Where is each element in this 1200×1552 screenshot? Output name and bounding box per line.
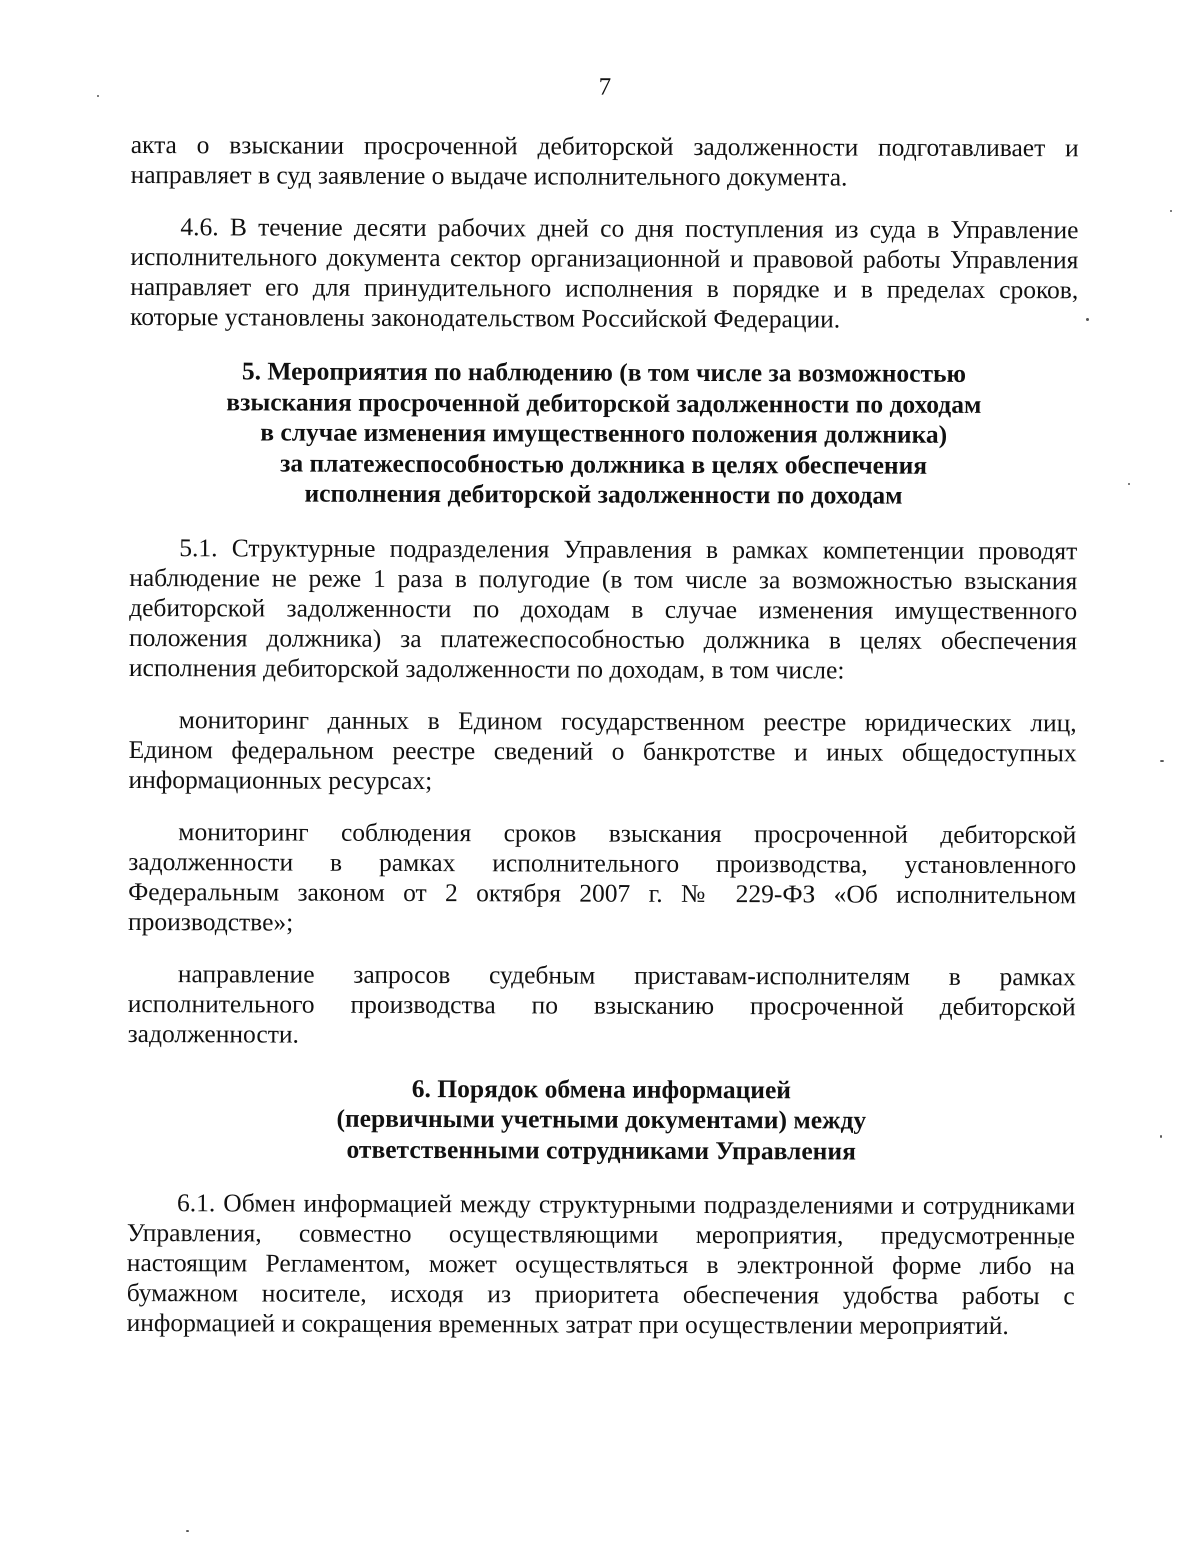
section-6-heading-line: 6. Порядок обмена информацией xyxy=(411,1073,792,1104)
section-6-heading xyxy=(127,1072,1075,1167)
scan-speck xyxy=(1160,760,1164,762)
paragraph-4-6: 4.6. В течение десяти рабочих дней со дня поступления из суда в Управление исполнительного документа сектор организационной и правовой работы Управления направляет его для принудительного исполнения в порядке и в пределах сроков, которые установлены законодательством Российской Федерации. xyxy=(130,212,1079,334)
scan-speck xyxy=(186,1530,189,1532)
section-5-heading-line: 5. Мероприятия по наблюдению (в том числе за возможностью xyxy=(241,356,967,388)
section-5-heading xyxy=(129,356,1078,512)
paragraph-5-1: 5.1. Структурные подразделения Управления в рамках компетенции проводят наблюдение не реже 1 раза в полугодие (в том числе за возможностью взыскания дебиторской задолженности по доходам в случае изменения имущественного положения должника) за платежеспособностью должника в целях обеспечения исполнения дебиторской задолженности по доходам, в том числе: xyxy=(128,532,1078,684)
paragraph-monitoring-registers: мониторинг данных в Едином государственном реестре юридических лиц, Едином федеральном реестре сведений о банкротстве и иных общедоступных информационных ресурсах; xyxy=(128,704,1077,795)
scan-speck xyxy=(1170,210,1172,212)
section-6-heading-line: (первичными учетными документами) между xyxy=(336,1103,867,1135)
section-6-heading-line: ответственными сотрудниками Управления xyxy=(346,1134,856,1166)
document-content xyxy=(127,70,1079,1341)
paragraph-requests: направление запросов судебным приставам-исполнителям в рамках исполнительного производства по взысканию просроченной дебиторской задолженности. xyxy=(127,958,1076,1049)
scan-speck xyxy=(1160,1135,1162,1138)
page-number: 7 xyxy=(598,73,612,101)
section-5-heading-line: исполнения дебиторской задолженности по доходам xyxy=(304,478,903,510)
section-5-heading-line: в случае изменения имущественного положения должника) xyxy=(260,417,948,449)
paragraph-intro: акта о взыскании просроченной дебиторской задолженности подготавливает и направляет в суд заявление о выдаче исполнительного документа. xyxy=(130,129,1079,192)
section-5-heading-line: взыскания просроченной дебиторской задолженности по доходам xyxy=(226,386,982,419)
section-5-heading-line: за платежеспособностью должника в целях обеспечения xyxy=(280,448,928,480)
scan-speck xyxy=(97,95,99,97)
scan-speck xyxy=(1128,483,1130,485)
paragraph-6-1: 6.1. Обмен информацией между структурными подразделениями и сотрудниками Управления, совместно осуществляющими мероприятия, предусмотренные настоящим Регламентом, может осуществляться в электронной форме либо на бумажном носителе, исходя из приоритета обеспечения удобства работы с информацией и сокращения временных затрат при осуществлении мероприятий. xyxy=(126,1188,1076,1341)
paragraph-monitoring-terms: мониторинг соблюдения сроков взыскания просроченной дебиторской задолженности в рамках исполнительного производства, установленного Федеральным законом от 2 октября 2007 г. № 229-ФЗ «Об исполнительном производстве»; xyxy=(127,816,1077,937)
scan-speck xyxy=(1086,318,1089,321)
